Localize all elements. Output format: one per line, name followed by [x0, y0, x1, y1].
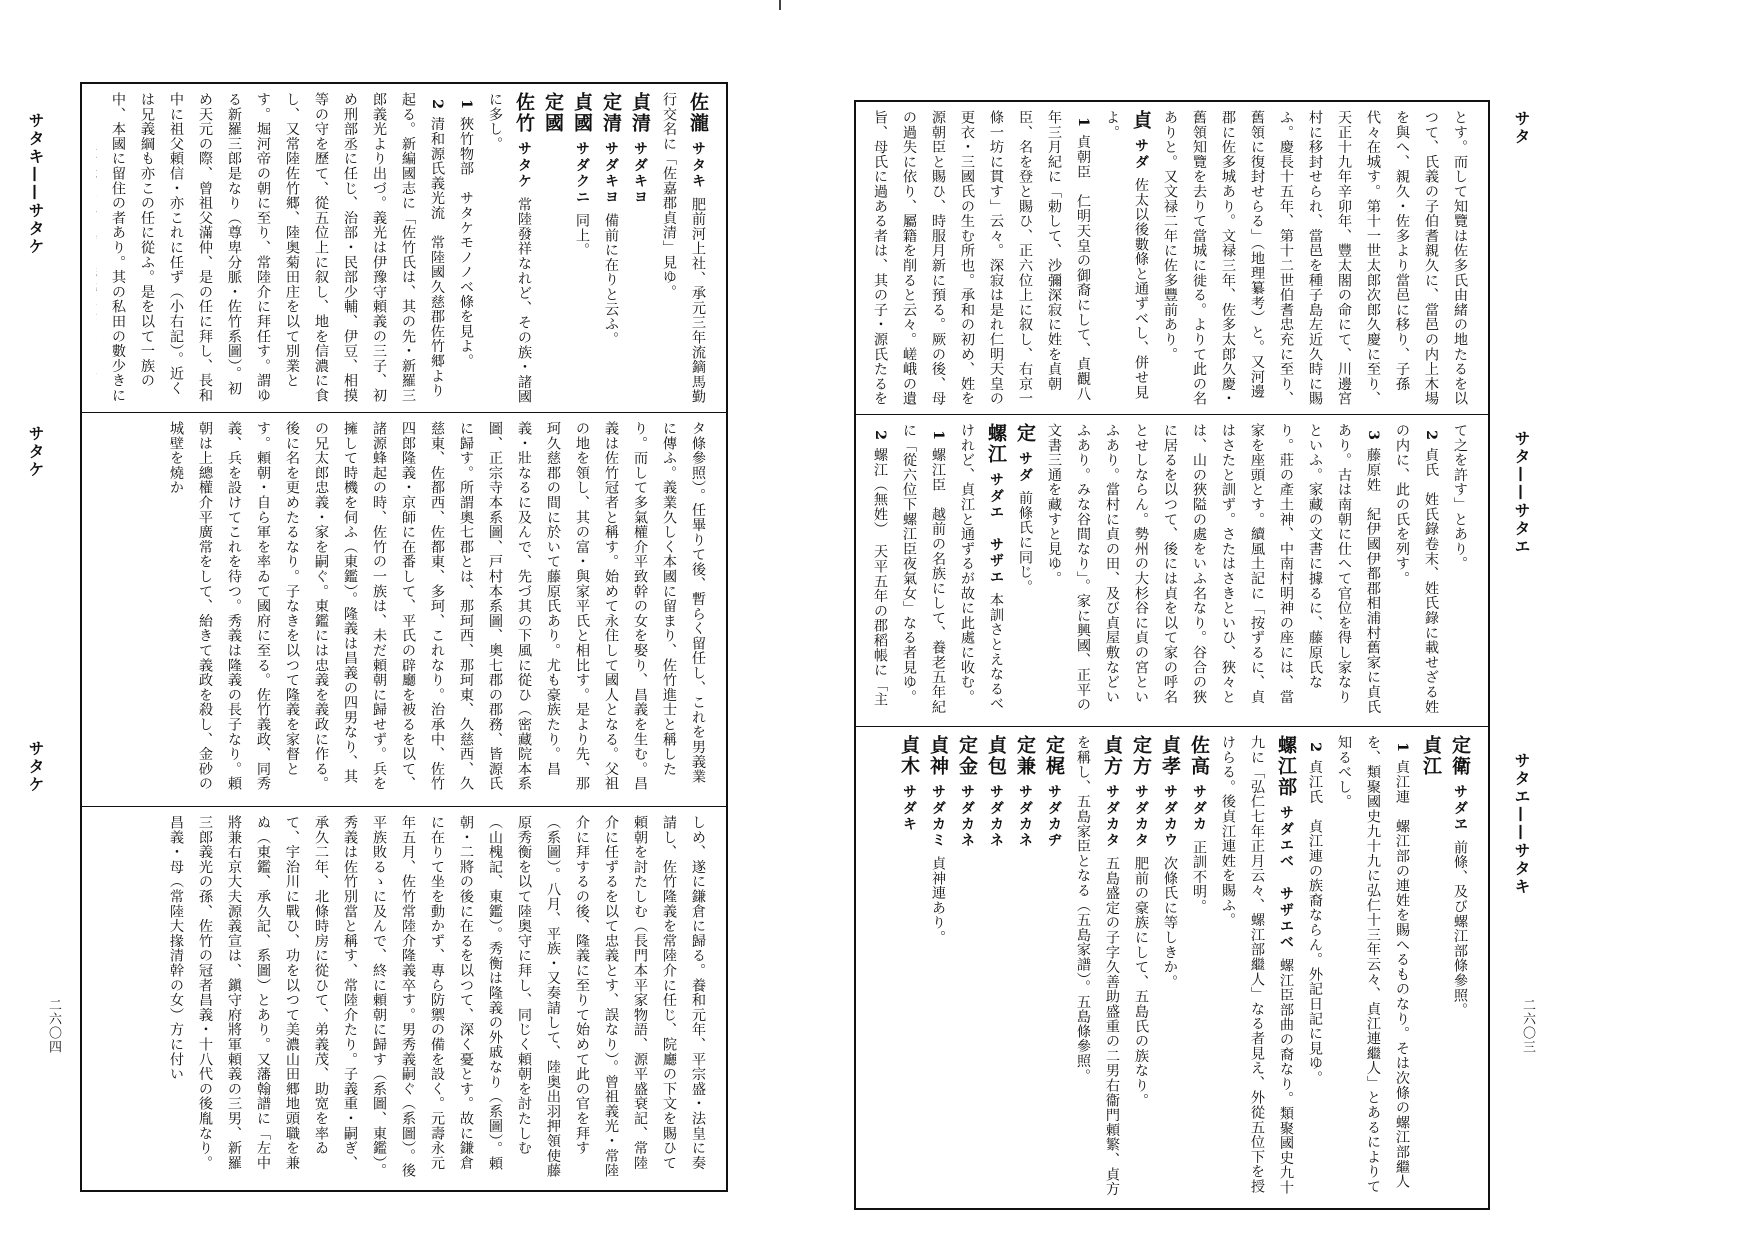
headword: 定	[1014, 423, 1036, 444]
left-bottom-text	[96, 815, 712, 1182]
headword-reading: サダカネ	[988, 784, 1004, 849]
headword-reading: サダカネ	[1017, 784, 1033, 849]
item-number: 1	[1394, 742, 1410, 753]
entry-head	[1010, 735, 1039, 1200]
continuation-text: て之を許す」とあり。	[1452, 423, 1468, 571]
headword-reading: サダカ	[1191, 784, 1207, 833]
entry-head	[894, 735, 923, 1200]
entry-head	[981, 735, 1010, 1200]
entry-head	[654, 92, 712, 404]
entry-text: 同上。	[574, 213, 590, 258]
headword: 佐竹	[513, 92, 535, 134]
continuation-text: とす。而して知覽は佐多氏由緒の地たるを以つて、氏義の子伯耆親久に、當邑の内上木場を與へ、親久・佐多より當邑に移り、子孫代々在城す。第十一世太郎次郎久慶に至り、天正十九年辛卯年、豐太閤の命にて、川邊宮村に移封せられ、當邑を種子島左近久時に賜ふ。慶長十五年、第十二世伯耆忠充に至り、舊領に復封せらる」（地理纂考）と。又河邊郡に佐多城あり。文禄三年、佐多太郎久慶・舊領知覽を去りて當城に徙る。よりて此の名ありと。又文禄二年に佐多豐前あり。	[1162, 110, 1468, 406]
right-bottom-text	[870, 735, 1474, 1200]
right-top-text	[870, 110, 1474, 406]
entry-head	[1184, 735, 1213, 1200]
entry-item	[1329, 735, 1416, 1200]
headword-reading: サダカネ	[959, 784, 975, 849]
headword: 貞方	[1101, 735, 1123, 777]
item-number: 3	[1365, 430, 1381, 441]
item-number: 2	[429, 99, 445, 110]
left-running-head-mid: サタケ	[26, 425, 45, 479]
entry-head	[1155, 735, 1184, 1200]
item-text: 藤原姓 紀伊國伊都郡相浦村舊家に貞氏あり。古は南朝に仕へて官位を得し家なりといふ。家藏の文書に據るに、藤原氏なり。莊の產土神、中南村明神の座には、當家を座頭とす。續風土記に「按ずるに、貞はさたと訓ず。さたはさきといひ、狹々とは、山の狹隘の處をいふ名なり。谷合の狹に居るを以つて、後には貞を以て家の呼名とせしならん。勢州の大杉谷に貞の宮といふあり。當村に貞の田、及び貞屋敷などいふあり。みな谷間なり」。家に興國、正平の文書三通を藏すと見ゆ。	[1046, 423, 1381, 715]
headword: 貞木	[898, 735, 920, 777]
entry-text: 正訓不明。	[1191, 839, 1207, 914]
entry-text: 肥前河上社、承元三年流鏑馬勤行交名に「佐嘉郡貞清」見ゆ。	[661, 92, 706, 404]
headword-reading: サタケ	[516, 141, 532, 190]
left-running-head-bottom: サタケ	[26, 740, 45, 794]
entry-item	[1039, 423, 1387, 718]
right-mid-text	[870, 423, 1474, 718]
headword-reading: サダクニ	[574, 141, 590, 206]
right-text-frame	[854, 100, 1490, 1210]
entry-item	[451, 92, 480, 404]
headword: 貞神	[927, 735, 949, 777]
left-top-text	[96, 92, 712, 404]
entry-head	[480, 92, 538, 404]
right-running-head-bottom: サタエ——サタキ	[1512, 752, 1531, 896]
headword-reading: サダキ	[901, 784, 917, 833]
item-text: 貞朝臣 仁明天皇の御裔にして、貞觀八年三月紀に「勅して、沙彌深寂に姓を貞朝臣、名を登と賜ひ、正六位上に叙し、右京一條一坊に貫す」云々。深寂は是れ仁明天皇の更衣・三國氏の生む所也。承和の初め、姓を源朝臣と賜ひ、時服月新に預る。厥の後、母の過失に依り、屬籍を削ると云々。嵯峨の遺旨、母氏に過ある者は、其の子・源氏たるを	[872, 110, 1091, 406]
headword: 貞包	[985, 735, 1007, 777]
right-top-band	[856, 102, 1488, 414]
headword: 貞國	[571, 92, 593, 134]
entry-head	[952, 423, 1010, 718]
entry-head	[1416, 735, 1445, 1200]
left-mid-text	[96, 421, 712, 798]
item-text: 螺江臣 越前の名族にして、養老五年紀に「從六位下螺江臣夜氣女」なる者見ゆ。	[901, 423, 946, 715]
left-page	[0, 0, 780, 1240]
entry-head	[1445, 735, 1474, 1200]
entry-cont	[1155, 110, 1474, 406]
entry-head	[567, 92, 596, 404]
entry-text: 五島盛定の子字久善助盛重の二男右衞門頼繁、貞方を稱し、五島家臣となる（五島家譜）。五島條參照。	[1075, 735, 1120, 1197]
gutter-mark	[779, 0, 781, 10]
headword-reading: サダカミ	[930, 784, 946, 849]
right-running-head-mid: サタ——サタエ	[1512, 430, 1531, 556]
headword-reading: サダカタ	[1104, 784, 1120, 849]
item-number: 1	[458, 99, 474, 110]
item-text: 貞江連 螺江部の連姓を賜へるものなり。そは次條の螺江部繼人を、類聚國史九十九に弘仁十三年云々、貞江連繼人」とあるによりて知るべし。	[1336, 735, 1410, 1194]
headword: 貞江	[1420, 735, 1442, 777]
headword: 螺江部	[1275, 735, 1297, 798]
item-number: 1	[1075, 117, 1091, 128]
entry-text: 備前に在りと云ふ。	[603, 213, 619, 347]
entry-item	[894, 423, 952, 718]
headword: 貞	[1130, 110, 1152, 131]
entry-text: 常陸發祥なれど、その族・諸國に多し。	[487, 92, 532, 404]
item-number: 2	[1423, 430, 1439, 441]
left-top-band	[82, 84, 726, 412]
item-text: 螺江（無姓） 天平五年の郡稻帳に「主	[872, 447, 888, 707]
headword-reading: サダ	[1133, 138, 1149, 171]
left-mid-paragraph: タ條參照）。任畢りて後、暫らく留任し、これを男義業に傳ふ。義業久しく本國に留まり、佐竹進士と稱したり。而して多氣權介平致幹の女を娶り、昌義を生む。昌義は佐竹冠者と稱す。始めて永住して國人となる。父祖の地を領し、其の富・與家平氏と相比す。是より先、那珂久慈郡の間に於いて藤原氏あり。尤も豪族たり。昌義・壯なるに及んで、先づ其の下風に從ひ（密藏院本系圖、正宗寺本系圖、戸村本系圖、奧七郡の郡務、皆源氏に歸す。所謂奧七郡とは、那珂西、那珂東、久慈西、久慈東、佐都西、佐都東、多珂、これなり。治承中、佐竹四郎隆義・京師に在番して、平氏の辟廳を被るを以て、諸源蜂起の時、佐竹の一族は、未だ頼朝に歸せず。兵を擁して時機を伺ふ（東鑑）。隆義は昌義の四男なり、其の兄太郎忠義・家を嗣ぐ。東鑑には忠義を義政に作る。後に名を更めたるなり。子なきを以つて隆義を家督とす。頼朝・自ら軍を率ゐて國府に至る。佐竹義政、同秀義、兵を設けてこれを待つ。秀義は隆義の長子なり。頼朝は上總權介平廣常をして、紿きて義政を殺し、金砂の城壁を燒か	[168, 421, 706, 791]
headword: 定清	[600, 92, 622, 134]
headword: 定梶	[1043, 735, 1065, 777]
headword-reading: サダカヂ	[1046, 784, 1062, 849]
entry-head	[538, 92, 567, 404]
entry-text: 螺江臣部曲の裔なり。類聚國史九十九に「弘仁七年正月云々、螺江部繼人」なる者見え、外從五位下を授けらる。後貞江連姓を賜ふ。	[1220, 735, 1294, 1195]
entry-item	[96, 92, 451, 404]
item-text: 貞江氏 貞江連の族裔ならん。外記日記に見ゆ。	[1307, 759, 1323, 1086]
entry-head	[1010, 423, 1039, 718]
entry-text: 肥前の豪族にして、五島氏の族なり。	[1133, 856, 1149, 1108]
item-number: 1	[930, 430, 946, 441]
entry-head	[923, 735, 952, 1200]
right-mid-band	[856, 414, 1488, 726]
entry-head	[1126, 735, 1155, 1200]
headword: 貞孝	[1159, 735, 1181, 777]
headword: 定衛	[1449, 735, 1471, 777]
headword-reading: サダキヨ	[603, 141, 619, 206]
right-page-number: 二六〇三	[1520, 998, 1535, 1054]
entry-item	[870, 423, 894, 718]
entry-text: 貞神連あり。	[930, 856, 946, 945]
entry-head	[1213, 735, 1300, 1200]
headword-reading: サダ	[1017, 451, 1033, 484]
headword-reading: サダカウ	[1162, 784, 1178, 849]
item-text: 清和源氏義光流 常陸國久慈郡佐竹郷より起る。新編國志に「佐竹氏は、其の先・新羅三郎義光より出づ。義光は伊豫守頼義の三子、初め刑部丞に任じ、治部・民部少輔、伊豆、相摸等の守を歷て、從五位上に叙し、地を信濃に食し、又常陸佐竹郷、陸奥菊田庄を以て別業とす。堀河帝の朝に至り、常陸介に拜任す。謂ゆる新羅三郎是なり（尊卑分脈・佐竹系圖）。初め天元の際、曾祖父滿仲、是の任に拜し、長和中に祖父頼信・亦これに任ず（小右記）。近くは兄義綱も亦この任に從ふ。是を以て一族の中、本國に留住の者あり。其の私田の數少きに	[110, 92, 445, 403]
entry-item	[1387, 423, 1445, 718]
entry-head	[1068, 735, 1126, 1200]
entry-cont	[1445, 423, 1474, 718]
left-page-number: 二六〇四	[46, 998, 61, 1054]
right-page	[800, 0, 1752, 1240]
headword: 定國	[542, 92, 564, 134]
headword: 佐瀧	[687, 92, 709, 134]
entry-item	[1300, 735, 1329, 1200]
entry-head	[952, 735, 981, 1200]
headword: 螺江	[985, 423, 1007, 465]
item-number: 2	[872, 430, 888, 441]
headword-reading: サダエ サザエ	[988, 472, 1004, 586]
headword-reading: サダヱ	[1452, 784, 1468, 833]
headword-reading: サダキヨ	[632, 141, 648, 206]
entry-text: 本訓さとえなるべけれど、貞江と通ずるが故に此處に收む。	[959, 423, 1004, 711]
left-mid-band	[82, 412, 726, 806]
left-bottom-paragraph: しめ、遂に鎌倉に歸る。養和元年、平宗盛・法皇に奏請し、佐竹隆義を常陸介に任じ、院廳の下文を賜ひて頼朝を討たしむ（長門本平家物語、源平盛衰記、常陸介に任ずるを以て忠義とす、誤なり）。曾祖義光・常陸介に拜するの後、隆義に至りて始めて此の官を拜す（系圖）。八月、平族・又奏請して、陸奥出羽押領使藤原秀衡を以て陸奥守に拜し、同じく頼朝を討たしむ（山槐記、東鑑）。秀衡は隆義の外戚なり（系圖）。頼朝・二將の後に在るを以つて、深く憂とす。故に鎌倉に在りて坐を動かず、專ら防禦の備を設く。元壽永元年五月、佐竹常陸介隆義卒す。男秀義嗣ぐ（系圖）。後平族敗るゝに及んで、終に頼朝に歸す（系圖、東鑑）。秀義は佐竹別當と稱す、常陸介たり。子義重・嗣ぎ、承久二年、北條時房に從ひて、弟義茂、助宽を率ゐて、宇治川に戰ひ、功を以つて美濃山田郷地頭職を兼ぬ（東鑑、承久記、系圖）とあり。又藩翰譜に「左中將兼右京大夫源義宣は、鎭守府將軍頼義の三男、新羅三郎義光の孫、佐竹の冠者昌義・十八代の後胤なり。昌義・母（常陸大掾清幹の女）方に付い	[168, 815, 706, 1178]
left-bottom-band	[82, 806, 726, 1190]
entry-head	[625, 92, 654, 404]
headword-reading: サタキ	[690, 141, 706, 190]
item-text: 狹竹物部 サタケモノノベ條を見よ。	[458, 116, 474, 369]
entry-text: 佐太以後數條と通ずべし、併せ見よ。	[1104, 110, 1149, 400]
headword: 定兼	[1014, 735, 1036, 777]
headword: 佐高	[1188, 735, 1210, 777]
left-text-frame	[80, 82, 728, 1192]
right-running-head-top: サタ	[1512, 110, 1531, 146]
entry-item	[870, 110, 1097, 406]
entry-text: 前條、及び螺江部條參照。	[1452, 839, 1468, 1018]
headword: 定金	[956, 735, 978, 777]
headword: 貞清	[629, 92, 651, 134]
headword-reading: サダカタ	[1133, 784, 1149, 849]
left-running-head-top: サタキ——サタケ	[26, 112, 45, 256]
item-text: 貞氏 姓氏錄卷末、姓氏錄に載せざる姓の内に、此の氏を列す。	[1394, 423, 1439, 715]
entry-head	[1039, 735, 1068, 1200]
entry-head	[596, 92, 625, 404]
headword: 定方	[1130, 735, 1152, 777]
entry-head	[1097, 110, 1155, 406]
right-bottom-band	[856, 726, 1488, 1208]
entry-text: 前條氏に同じ。	[1017, 490, 1033, 595]
headword-reading: サダエベ サザエベ	[1278, 805, 1294, 951]
item-number: 2	[1307, 742, 1323, 753]
entry-text: 次條氏に等しきか。	[1162, 856, 1178, 990]
